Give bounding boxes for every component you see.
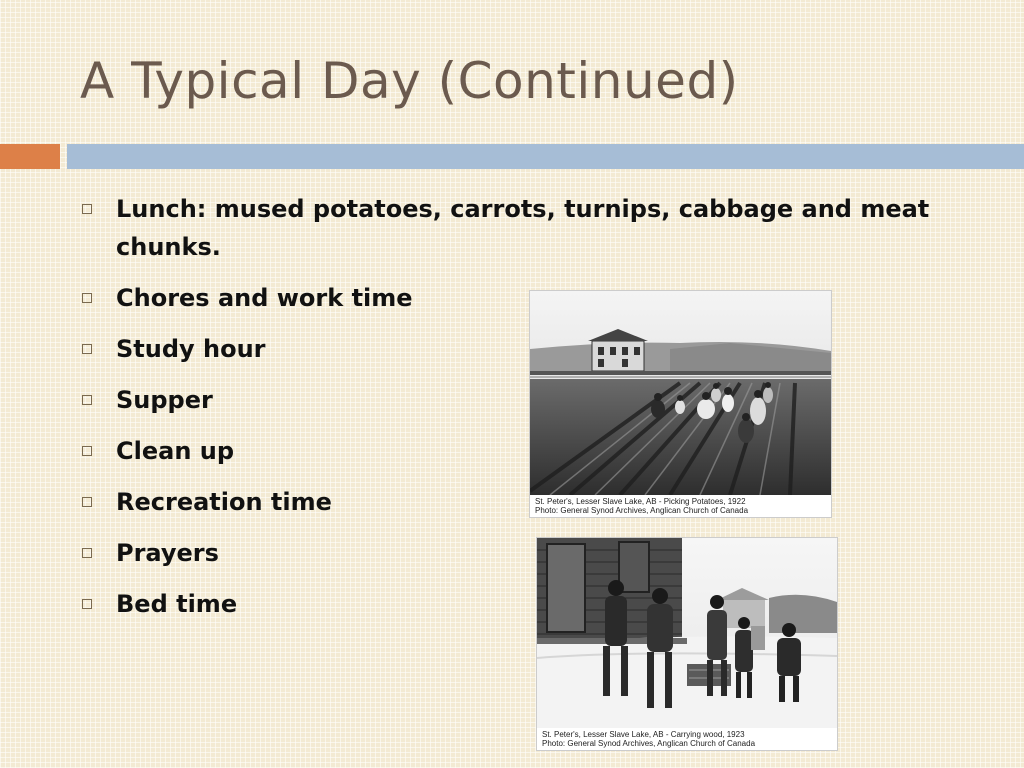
list-item [80, 585, 980, 623]
bullet-text-chores: Chores and work time [116, 284, 413, 312]
photo-caption-credit: Photo: General Synod Archives, Anglican Church of Canada [535, 506, 749, 515]
title-accent-bar-blue [67, 144, 1024, 169]
slide-title: A Typical Day (Continued) [80, 52, 739, 110]
list-item [80, 190, 980, 266]
bullet-square-icon [82, 548, 92, 558]
bullet-square-icon [82, 446, 92, 456]
bullet-square-icon [82, 293, 92, 303]
bullet-square-icon [82, 599, 92, 609]
bullet-square-icon [82, 204, 92, 214]
bullet-text-recreation: Recreation time [116, 488, 332, 516]
photo-caption-title: St. Peter's, Lesser Slave Lake, AB - Carrying wood, 1923 [542, 730, 745, 739]
bullet-text-supper: Supper [116, 386, 213, 414]
photo-caption-title: St. Peter's, Lesser Slave Lake, AB - Picking Potatoes, 1922 [535, 497, 746, 506]
bullet-square-icon [82, 344, 92, 354]
list-item [80, 534, 980, 572]
bullet-text-prayers: Prayers [116, 539, 219, 567]
bullet-square-icon [82, 497, 92, 507]
bullet-text-cleanup: Clean up [116, 437, 235, 465]
title-accent-bar-orange [0, 144, 60, 169]
bullet-text-bedtime: Bed time [116, 590, 238, 618]
potato-field-image [530, 291, 831, 495]
photo-carrying-wood [536, 537, 838, 751]
photo-caption-credit: Photo: General Synod Archives, Anglican Church of Canada [542, 739, 756, 748]
bullet-text-lunch: Lunch: mused potatoes, carrots, turnips, cabbage and meat chunks. [116, 195, 930, 261]
bullet-text-study: Study hour [116, 335, 266, 363]
carrying-wood-image [537, 538, 837, 728]
photo-picking-potatoes [529, 290, 832, 518]
bullet-square-icon [82, 395, 92, 405]
